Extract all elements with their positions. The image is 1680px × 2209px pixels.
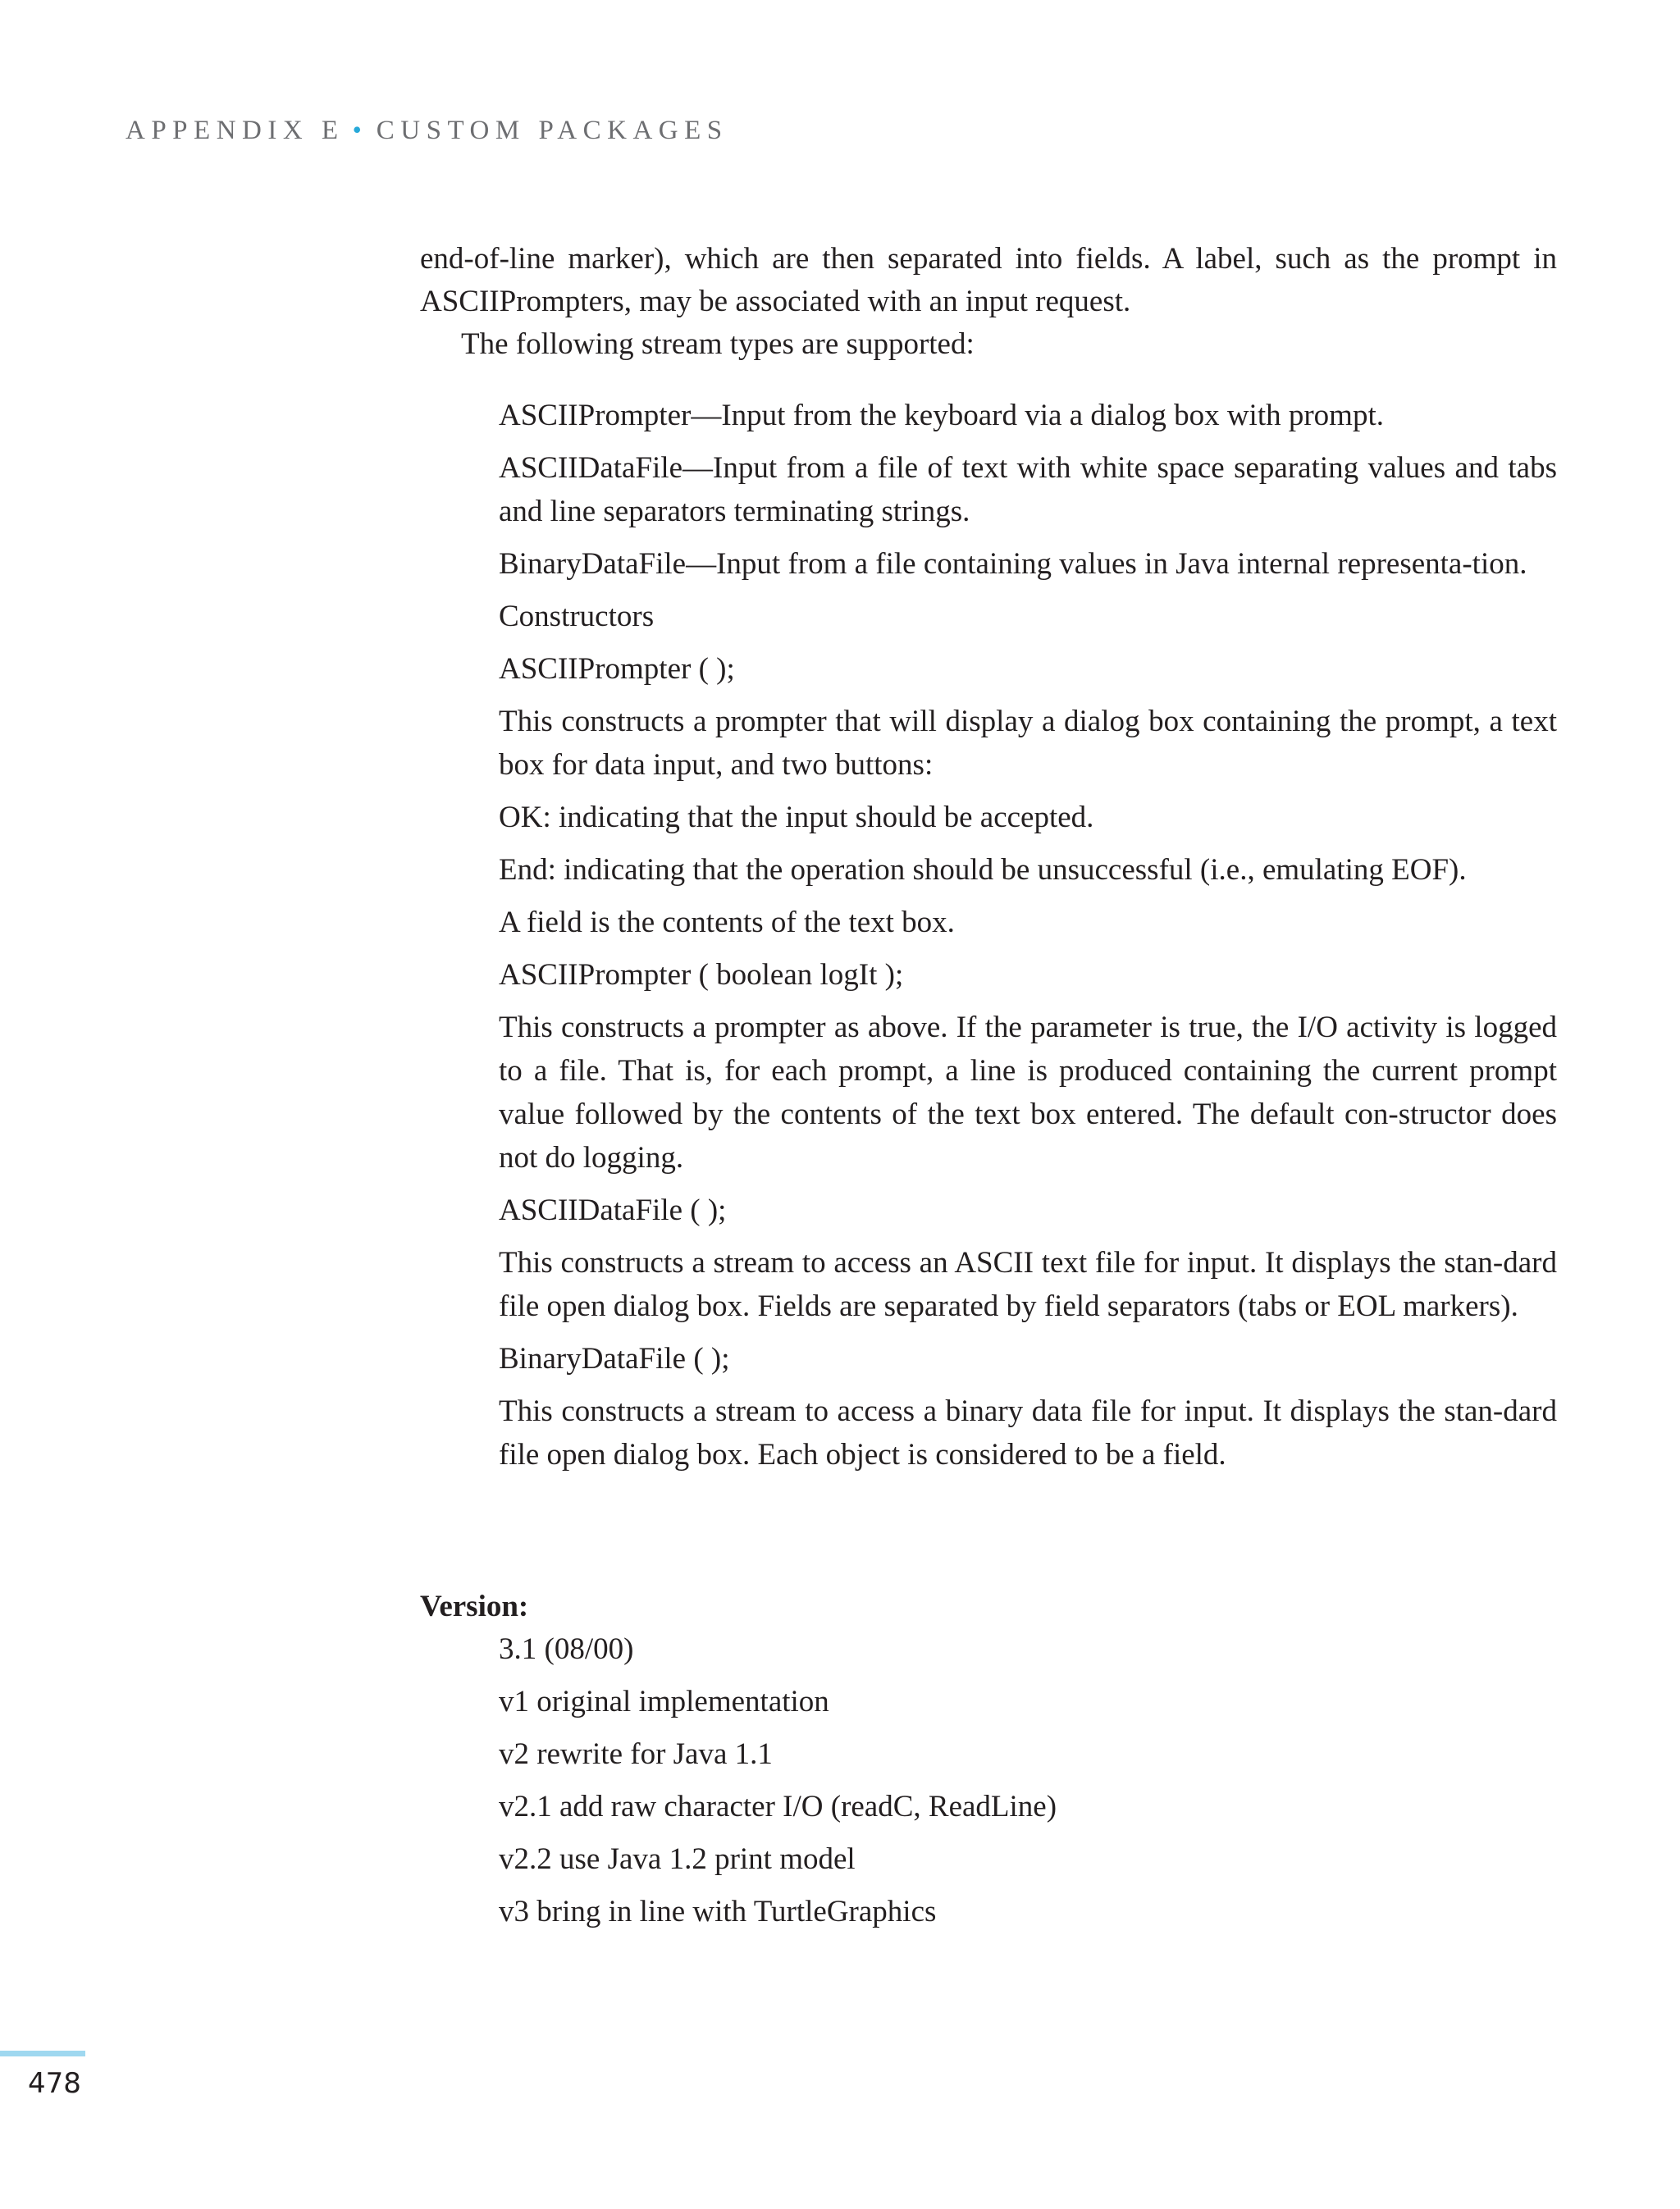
list-item: This constructs a prompter as above. If the parameter is true, the I/O activity is logged to a file. That is, for each prompt, a line is produced containing the current prompt value followed by the contents of the text box entered. The default con-structor does not do logging.: [499, 1011, 1557, 1175]
version-list: [420, 1628, 1557, 1933]
version-entry: v1 original implementation: [499, 1685, 829, 1718]
list-item: ASCIIDataFile ( );: [499, 1193, 727, 1227]
list-item: ASCIIPrompter ( boolean logIt );: [499, 958, 904, 992]
version-heading: Version:: [420, 1590, 529, 1623]
stream-types-list: [499, 394, 1557, 1486]
list-item: This constructs a prompter that will display a dialog box containing the prompt, a text box for data input, and two buttons:: [499, 705, 1557, 782]
version-entry: v2.2 use Java 1.2 print model: [499, 1842, 856, 1876]
running-head-title: CUSTOM PACKAGES: [376, 116, 728, 145]
list-item: Constructors: [499, 600, 655, 633]
version-entry: v2.1 add raw character I/O (readC, ReadLine): [499, 1790, 1057, 1823]
intro-paragraph: end-of-line marker), which are then separated into fields. A label, such as the prompt in ASCIIPrompters, may be associated with an input request.: [420, 242, 1557, 318]
list-item: ASCIIDataFile—Input from a file of text with white space separating values and tabs and line separators terminating strings.: [499, 451, 1557, 528]
version-entry: v3 bring in line with TurtleGraphics: [499, 1895, 937, 1928]
version-entry: v2 rewrite for Java 1.1: [499, 1737, 773, 1771]
bullet-separator-icon: •: [352, 115, 362, 144]
intro-text: [420, 238, 1557, 366]
running-head-section: APPENDIX E: [126, 116, 345, 145]
list-item: A field is the contents of the text box.: [499, 906, 955, 939]
list-item: ASCIIPrompter—Input from the keyboard via a dialog box with prompt.: [499, 399, 1384, 432]
version-section: [420, 1586, 1557, 1943]
page-number: 478: [28, 2067, 81, 2100]
list-item: This constructs a stream to access an ASCII text file for input. It displays the stan-dard file open dialog box. Fields are separated by field separators (tabs or EOL markers).: [499, 1246, 1557, 1323]
list-item: End: indicating that the operation should be unsuccessful (i.e., emulating EOF).: [499, 853, 1467, 887]
folio-rule: [0, 2051, 85, 2056]
intro-paragraph: The following stream types are supported:: [461, 327, 975, 361]
list-item: BinaryDataFile—Input from a file containing values in Java internal representa-tion.: [499, 547, 1527, 581]
list-item: BinaryDataFile ( );: [499, 1342, 730, 1376]
list-item: OK: indicating that the input should be accepted.: [499, 801, 1094, 834]
list-item: ASCIIPrompter ( );: [499, 652, 735, 686]
running-head: [126, 113, 728, 147]
list-item: This constructs a stream to access a binary data file for input. It displays the stan-dard file open dialog box. Each object is considered to be a field.: [499, 1394, 1557, 1472]
version-entry: 3.1 (08/00): [499, 1632, 634, 1666]
